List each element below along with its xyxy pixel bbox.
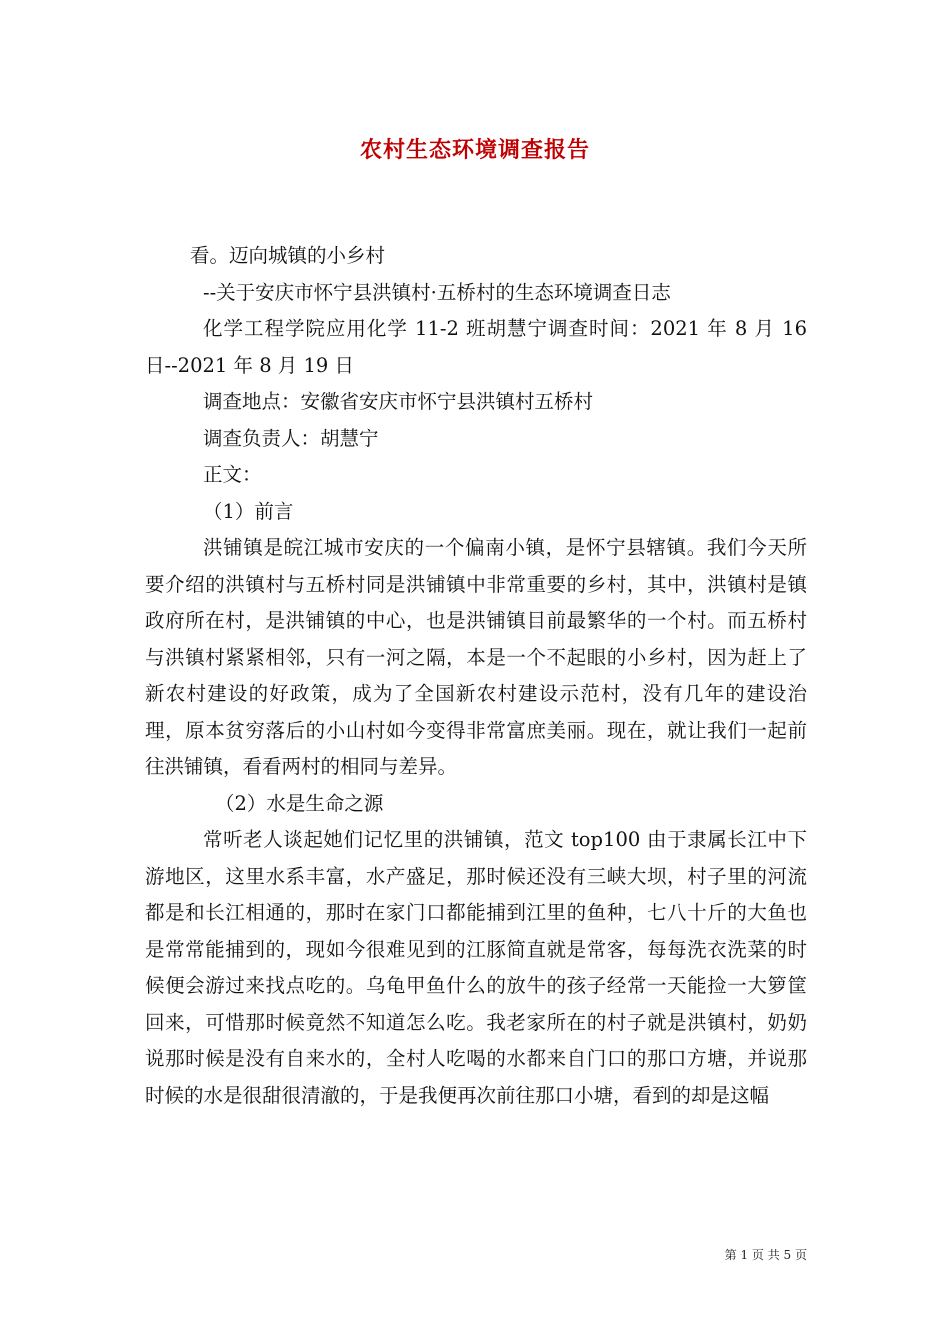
subtitle-line: 看。迈向城镇的小乡村 (190, 244, 386, 267)
page-number: 第 1 页 共 5 页 (724, 1248, 807, 1262)
paragraph-preface: 洪铺镇是皖江城市安庆的一个偏南小镇，是怀宁县辖镇。我们今天所要介绍的洪镇村与五桥村同是洪铺镇中非常重要的乡村，其中，洪镇村是镇政府所在村，是洪铺镇的中心，也是洪铺镇目前最繁华的一个村。而五桥村与洪镇村紧紧相邻，只有一河之隔，本是一个不起眼的小乡村，因为赶上了新农村建设的好政策，成为了全国新农村建设示范村，没有几年的建设治理，原本贫穷落后的小山村如今变得非常富庶美丽。现在，就让我们一起前往洪铺镇，看看两村的相同与差异。 (145, 536, 807, 778)
section-heading-water: （2）水是生命之源 (215, 791, 384, 815)
survey-leader: 调查负责人：胡慧宁 (203, 426, 379, 450)
main-text-label: 正文： (203, 463, 262, 486)
paragraph-water: 常听老人谈起她们记忆里的洪铺镇，范文 top100 由于隶属长江中下游地区，这里水系丰富，水产盛足，那时候还没有三峡大坝，村子里的河流都是和长江相通的，那时在家门口都能捕到江里的鱼种，七八十斤的大鱼也是常常能捕到的，现如今很难见到的江豚简直就是常客，每每洗衣洗菜的时候便会游过来找点吃的。乌龟甲鱼什么的放牛的孩子经常一天能捡一大箩筐回来，可惜那时候竟然不知道怎么吃。我老家所在的村子就是洪镇村，奶奶说那时候是没有自来水的，全村人吃喝的水都来自门口的那口方塘，并说那时候的水是很甜很清澈的，于是我便再次前往那口小塘，看到的却是这幅 (145, 828, 807, 1107)
document-body (145, 238, 814, 1114)
survey-location: 调查地点：安徽省安庆市怀宁县洪镇村五桥村 (203, 390, 594, 413)
section-heading-preface: （1）前言 (203, 499, 294, 523)
subtitle-subline: --关于安庆市怀宁县洪镇村·五桥村的生态环境调查日志 (203, 280, 671, 304)
author-and-time: 化学工程学院应用化学 11-2 班胡慧宁调查时间：2021 年 8 月 16 日--2021 年 8 月 19 日 (145, 317, 814, 377)
page-title: 农村生态环境调查报告 (359, 137, 590, 163)
